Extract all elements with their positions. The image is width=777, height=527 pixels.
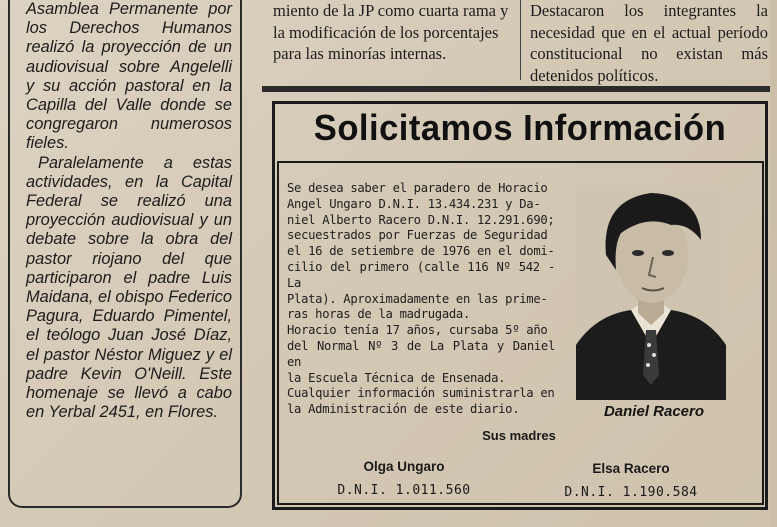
notice-body-line: el 16 de setiembre de 1976 en el domi- [287,244,555,259]
paper-edge [770,0,777,527]
signature-heading: Sus madres [482,428,556,443]
notice-body-line: ras horas de la madrugada. [287,307,470,322]
notice-body-line: cilio del primero (calle 116 Nº 542 - La [287,259,555,290]
notice-body-line: Se desea saber el paradero de Horacio [287,181,548,195]
left-paragraph-2: Paralelamente a estas actividades, en la Capital Federal se realizó una proyección audiovisual y un debate sobre la obra del pastor riojano del que participaron el padre Luis Maidana, el obispo Federico Pagura, Eduardo Pimentel, el teólogo Juan José Díaz, el pastor Néstor Miguez y el padre Kevin O'Neill. Este homenaje se llevó a cabo en Yerbal 2451, en Flores. [26,153,232,422]
notice-body-line: Plata). Aproximadamente en las prime- [287,291,548,306]
notice-box [272,101,768,510]
section-rule [262,86,772,92]
notice-body-line: la Administración de este diario. [287,402,520,417]
left-article-column [8,0,242,508]
left-paragraph-1: Asamblea Permanente por los Derechos Humanos realizó la proyección de un audiovisual sobre Angelelli y su acción pastoral en la Capilla del Valle donde se congregaron numerosos fieles. [26,0,232,153]
notice-body-line: Horacio tenía 17 años, cursaba 5º año [287,323,548,338]
notice-body-line: Angel Ungaro D.N.I. 13.434.231 y Da- [287,196,541,211]
top-article-text-b: Destacaron los integrantes la necesidad que en el actual período constitucional no existan más detenidos políticos. [530,1,768,85]
mother-dni-2: D.N.I. 1.190.584 [564,485,698,500]
mother-name-2: Elsa Racero [592,461,670,476]
notice-title: Solicitamos Información [313,107,727,148]
notice-body-line: Cualquier información suministrarla en [287,386,555,401]
notice-body-line: la Escuela Técnica de Ensenada. [287,370,506,385]
notice-body-line: secuestrados por Fuerzas de Seguridad [287,228,548,243]
mother-name-1: Olga Ungaro [363,459,445,474]
mother-dni-1: D.N.I. 1.011.560 [337,483,471,498]
top-article-text-a: miento de la JP como cuarta rama y la modificación de los porcentajes para las minorías internas. [273,1,509,63]
notice-body [287,181,555,418]
notice-body-line: del Normal Nº 3 de La Plata y Daniel en [287,338,555,369]
notice-inner-frame [277,161,764,505]
portrait-photo [576,185,726,400]
notice-body-line: niel Alberto Racero D.N.I. 12.291.690; [287,212,555,227]
column-divider [520,0,521,80]
photo-caption: Daniel Racero [603,403,705,420]
